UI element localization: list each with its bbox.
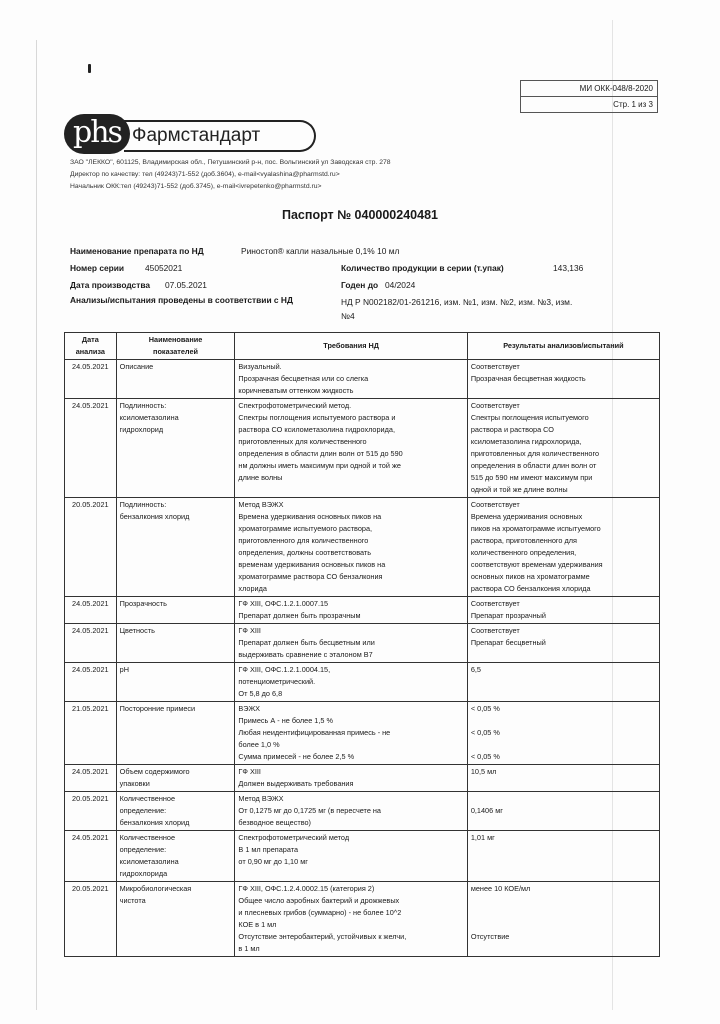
logo-name: Фармстандарт: [124, 120, 316, 152]
header-text: Дата: [81, 335, 99, 344]
cell-line: бензалкония хлорид: [119, 512, 190, 521]
cell-line: [471, 895, 656, 907]
result: [467, 663, 659, 702]
cell-line: бензалкония хлорид: [119, 818, 190, 827]
indicator-name: [116, 360, 235, 399]
page-title: Паспорт № 040000240481: [282, 208, 438, 222]
cell-line: 10,5 мл: [470, 767, 497, 776]
result: [467, 702, 659, 765]
cell-line: Соответствует: [470, 599, 520, 608]
cell-line: Отсутствие: [470, 932, 510, 941]
cell-line: соответствуют временам удерживания: [470, 560, 603, 569]
cell-line: Прозрачность: [119, 599, 167, 608]
requirement: [235, 597, 467, 624]
indicator-name: [116, 624, 235, 663]
result: [467, 399, 659, 498]
cell-line: От 5,8 до 6,8: [238, 689, 283, 698]
cell-line: Соответствует: [470, 500, 520, 509]
cell-line: < 0,05 %: [470, 728, 500, 737]
cell-line: хлорида: [238, 584, 267, 593]
cell-line: Метод ВЭЖХ: [238, 794, 284, 803]
header-indicator: [116, 333, 235, 360]
cell-line: более 1,0 %: [238, 740, 280, 749]
cell-line: [471, 715, 656, 727]
cell-line: Посторонние примеси: [119, 704, 196, 713]
cell-line: гидрохлорида: [119, 869, 168, 878]
table-row: [65, 399, 660, 498]
cell-line: приготовленного для количественного: [238, 536, 369, 545]
cell-line: Цветность: [119, 626, 155, 635]
table-row: [65, 831, 660, 882]
cell-line: ГФ XIII: [238, 767, 261, 776]
cell-line: < 0,05 %: [470, 704, 500, 713]
cell-line: ГФ XIII, ОФС.1.2.1.0007.15: [238, 599, 329, 608]
production-date-value: 07.05.2021: [165, 280, 207, 290]
drug-name-label: Наименование препарата по НД: [70, 246, 204, 256]
series-value: 45052021: [145, 263, 183, 273]
analysis-date: 24.05.2021: [65, 831, 117, 882]
cell-line: [471, 907, 656, 919]
cell-line: Соответствует: [470, 362, 520, 371]
result: [467, 792, 659, 831]
cell-line: Любая неидентифицированная примесь - не: [238, 728, 391, 737]
cell-line: нм должны иметь максимум при одной и той же: [238, 461, 401, 470]
requirement: [235, 792, 467, 831]
requirement: [235, 360, 467, 399]
cell-line: КОЕ в 1 мл: [238, 920, 277, 929]
result: [467, 597, 659, 624]
table-row: [65, 597, 660, 624]
cell-line: ГФ XIII: [238, 626, 261, 635]
cell-line: 1,01 мг: [470, 833, 495, 842]
cell-line: длине волны: [238, 473, 283, 482]
cell-line: Количественное: [119, 833, 176, 842]
cell-line: Сумма примесей - не более 2,5 %: [238, 752, 355, 761]
cell-line: раствора СО бензалкония хлорида: [470, 584, 591, 593]
logo-mark: phs: [64, 114, 130, 154]
cell-line: Примесь А - не более 1,5 %: [238, 716, 333, 725]
result: [467, 882, 659, 957]
cell-line: Препарат прозрачный: [470, 611, 546, 620]
nd-reference-line: НД Р N002182/01-261216, изм. №1, изм. №2, изм. №3, изм.: [341, 297, 573, 307]
indicator-name: [116, 597, 235, 624]
cell-line: безводное вещество): [238, 818, 311, 827]
cell-line: Подлинность:: [119, 401, 167, 410]
cell-line: ГФ XIII, ОФС.1.2.4.0002.15 (категория 2): [238, 884, 375, 893]
cell-line: гидрохлорид: [119, 425, 164, 434]
cell-line: хроматограмме испытуемого раствора,: [238, 524, 373, 533]
analysis-date: 21.05.2021: [65, 702, 117, 765]
result: [467, 624, 659, 663]
cell-line: Времена удерживания основных пиков на: [238, 512, 382, 521]
cell-line: 515 до 590 нм имеют максимум при: [470, 473, 593, 482]
requirement: [235, 663, 467, 702]
cell-line: [471, 919, 656, 931]
quantity-value: 143,136: [553, 263, 584, 273]
cell-line: определение:: [119, 806, 167, 815]
nd-reference-line: №4: [341, 311, 355, 321]
analysis-date: 20.05.2021: [65, 792, 117, 831]
result: [467, 360, 659, 399]
series-label: Номер серии: [70, 263, 125, 273]
table-row: [65, 792, 660, 831]
requirement: [235, 765, 467, 792]
cell-line: раствора, приготовленного для: [470, 536, 577, 545]
cell-line: [471, 793, 656, 805]
cell-line: Прозрачная бесцветная жидкость: [470, 374, 586, 383]
cell-line: коричневатым оттенком жидкость: [238, 386, 354, 395]
table-row: [65, 765, 660, 792]
cell-line: потенциометрический.: [238, 677, 316, 686]
indicator-name: [116, 765, 235, 792]
cell-line: и плесневых грибов (суммарно) - не более 10^2: [238, 908, 402, 917]
cell-line: От 0,1275 мг до 0,1725 мг (в пересчете на: [238, 806, 381, 815]
cell-line: ксилометазолина: [119, 413, 179, 422]
cell-line: определения в области длин волн от 515 до 590: [238, 449, 403, 458]
table-row: [65, 882, 660, 957]
cell-line: Общее число аэробных бактерий и дрожжевых: [238, 896, 400, 905]
cell-line: ГФ XIII, ОФС.1.2.1.0004.15,: [238, 665, 331, 674]
analysis-date: 24.05.2021: [65, 360, 117, 399]
cell-line: Микробиологическая: [119, 884, 192, 893]
cell-line: Количественное: [119, 794, 176, 803]
cell-line: Должен выдерживать требования: [238, 779, 354, 788]
drug-name-value: Риностоп® капли назальные 0,1% 10 мл: [241, 246, 400, 256]
cell-line: основных пиков на хроматограмме: [470, 572, 590, 581]
cell-line: Отсутствие энтеробактерий, устойчивых к желчи,: [238, 932, 407, 941]
table-row: [65, 702, 660, 765]
cell-line: Прозрачная бесцветная или со слегка: [238, 374, 369, 383]
cell-line: выдерживать сравнение с эталоном В7: [238, 650, 373, 659]
expiry-label: Годен до: [341, 280, 379, 290]
cell-line: чистота: [119, 896, 146, 905]
cell-line: Спектрофотометрический метод: [238, 833, 350, 842]
company-address: ЗАО "ЛЕККО", 601125, Владимирская обл., Петушинский р-н, пос. Вольгинский ул Заводская стр. 278: [70, 159, 391, 166]
indicator-name: [116, 831, 235, 882]
company-info: [70, 157, 391, 193]
cell-line: определения, должны соответствовать: [238, 548, 372, 557]
cell-line: приготовленных для количественного: [238, 437, 367, 446]
analysis-date: 24.05.2021: [65, 663, 117, 702]
cell-line: раствора и раствора СО: [470, 425, 554, 434]
cell-line: Подлинность:: [119, 500, 167, 509]
indicator-name: [116, 498, 235, 597]
cell-line: одной и той же длине волны: [470, 485, 568, 494]
analysis-date: 24.05.2021: [65, 399, 117, 498]
cell-line: ксилометазолина: [119, 857, 179, 866]
page-info: Стр. 1 из 3: [521, 96, 657, 112]
analysis-date: 24.05.2021: [65, 597, 117, 624]
result: [467, 765, 659, 792]
indicator-name: [116, 663, 235, 702]
cell-line: Объем содержимого: [119, 767, 190, 776]
cell-line: Препарат должен быть бесцветным или: [238, 638, 375, 647]
cell-line: количественного определения,: [470, 548, 577, 557]
cell-line: Препарат должен быть прозрачным: [238, 611, 361, 620]
production-date-label: Дата производства: [70, 280, 151, 290]
cell-line: в 1 мл: [238, 944, 260, 953]
scan-speck: [88, 64, 91, 73]
table-header-row: [65, 333, 660, 360]
cell-line: определение:: [119, 845, 167, 854]
header-requirements: Требования НД: [235, 333, 467, 360]
cell-line: Соответствует: [470, 401, 520, 410]
quality-director-contact: Директор по качеству: тел (49243)71-552 (доб.3604), e-mail<vyalashina@pharmstd.ru>: [70, 171, 340, 178]
header-text: показателей: [153, 347, 199, 356]
cell-line: ВЭЖХ: [238, 704, 261, 713]
indicator-name: [116, 399, 235, 498]
cell-line: от 0,90 мг до 1,10 мг: [238, 857, 308, 866]
cell-line: [471, 739, 656, 751]
indicator-name: [116, 882, 235, 957]
table-row: [65, 663, 660, 702]
analysis-date: 24.05.2021: [65, 624, 117, 663]
document-code-box: [520, 80, 658, 113]
expiry-value: 04/2024: [385, 280, 416, 290]
cell-line: временам удерживания основных пиков на: [238, 560, 386, 569]
cell-line: 6,5: [470, 665, 481, 674]
analysis-date: 20.05.2021: [65, 498, 117, 597]
analysis-date: 20.05.2021: [65, 882, 117, 957]
results-table: [64, 332, 660, 957]
requirement: [235, 399, 467, 498]
cell-line: пиков на хроматограмме испытуемого: [470, 524, 601, 533]
header-results: Результаты анализов/испытаний: [467, 333, 659, 360]
result: [467, 831, 659, 882]
requirement: [235, 831, 467, 882]
cell-line: ксилометазолина гидрохлорида,: [470, 437, 582, 446]
cell-line: В 1 мл препарата: [238, 845, 299, 854]
header-date: [65, 333, 117, 360]
table-row: [65, 498, 660, 597]
cell-line: Времена удерживания основных: [470, 512, 583, 521]
indicator-name: [116, 702, 235, 765]
qc-head-contact: Начальник ОКК:тел (49243)71-552 (доб.3745), e-mail<ivrepetenko@pharmstd.ru>: [70, 183, 322, 190]
cell-line: приготовленных для количественного: [470, 449, 600, 458]
cell-line: Препарат бесцветный: [470, 638, 546, 647]
cell-line: Спектры поглощения испытуемого: [470, 413, 589, 422]
requirement: [235, 702, 467, 765]
cell-line: менее 10 КОЕ/мл: [470, 884, 531, 893]
scan-edge: [36, 40, 37, 1010]
cell-line: Соответствует: [470, 626, 520, 635]
analysis-basis-label: Анализы/испытания проведены в соответствии с НД: [70, 295, 293, 305]
requirement: [235, 498, 467, 597]
cell-line: < 0,05 %: [470, 752, 500, 761]
result: [467, 498, 659, 597]
cell-line: pH: [119, 665, 129, 674]
indicator-name: [116, 792, 235, 831]
cell-line: Метод ВЭЖХ: [238, 500, 284, 509]
requirement: [235, 624, 467, 663]
quantity-label: Количество продукции в серии (т.упак): [341, 263, 504, 273]
cell-line: определения в области длин волн от: [470, 461, 597, 470]
header-text: Наименование: [148, 335, 203, 344]
cell-line: Спектрофотометрический метод.: [238, 401, 352, 410]
cell-line: 0,1406 мг: [470, 806, 503, 815]
analysis-date: 24.05.2021: [65, 765, 117, 792]
table-row: [65, 624, 660, 663]
cell-line: Визуальный.: [238, 362, 282, 371]
table-row: [65, 360, 660, 399]
cell-line: раствора СО ксилометазолина гидрохлорида,: [238, 425, 395, 434]
header-text: анализа: [75, 347, 105, 356]
cell-line: хроматограмме раствора СО бензалкония: [238, 572, 383, 581]
requirement: [235, 882, 467, 957]
cell-line: упаковки: [119, 779, 150, 788]
document-code: МИ ОКК-048/8-2020: [579, 84, 653, 93]
cell-line: Описание: [119, 362, 154, 371]
nd-reference: [341, 295, 572, 323]
cell-line: Спектры поглощения испытуемого раствора и: [238, 413, 396, 422]
